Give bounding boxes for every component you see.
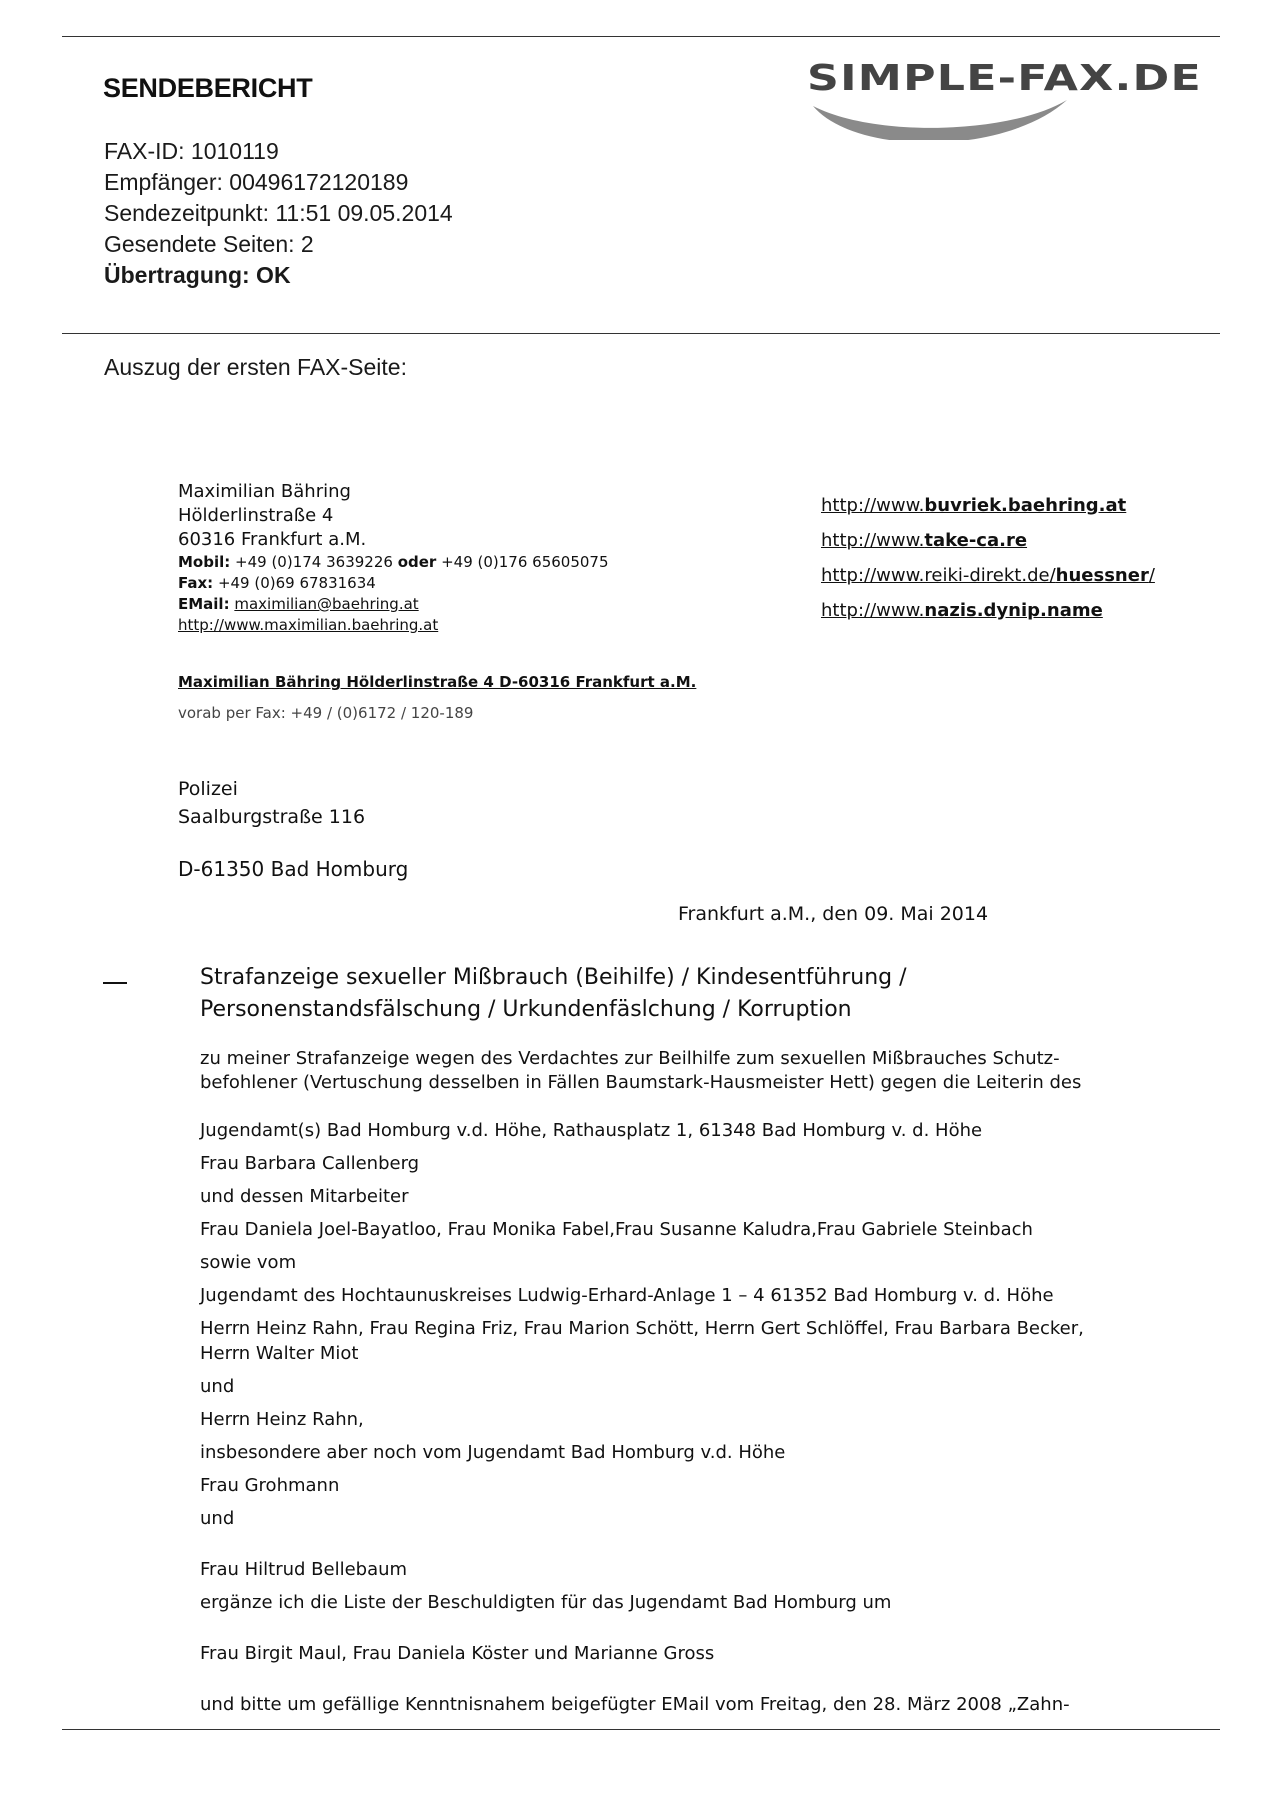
transmission-status: Übertragung: OK <box>104 262 291 288</box>
body-line: insbesondere aber noch vom Jugendamt Bad Homburg v.d. Höhe <box>200 1442 786 1463</box>
body-line: Frau Daniela Joel-Bayatloo, Frau Monika Fabel,Frau Susanne Kaludra,Frau Gabriele Steinbach <box>200 1219 1033 1240</box>
addressee-city: D-61350 Bad Homburg <box>178 857 409 881</box>
link-buvriek[interactable]: http://www.buvriek.baehring.at <box>821 495 1127 516</box>
bottom-rule <box>62 1729 1220 1730</box>
subject <box>200 962 907 1026</box>
body-line: ergänze ich die Liste der Beschuldigten für das Jugendamt Bad Homburg um <box>200 1592 892 1613</box>
vorab-fax-line: vorab per Fax: +49 / (0)6172 / 120-189 <box>178 704 474 722</box>
fax-id: FAX-ID: 1010119 <box>104 138 279 164</box>
body-line: und <box>200 1508 235 1529</box>
body-line: Frau Birgit Maul, Frau Daniela Köster und Marianne Gross <box>200 1643 715 1664</box>
logo-swoosh <box>813 100 1067 140</box>
sender-email: EMail: maximilian@baehring.at <box>178 595 419 613</box>
addressee-street: Saalburgstraße 116 <box>178 806 366 828</box>
body-line: Herrn Walter Miot <box>200 1343 359 1364</box>
email-link[interactable]: maximilian@baehring.at <box>234 595 419 613</box>
logo-text: SIMPLE-FAX.DE <box>807 58 1202 99</box>
sender-street: Hölderlinstraße 4 <box>178 505 334 526</box>
top-rule <box>62 36 1220 37</box>
body-line: zu meiner Strafanzeige wegen des Verdachtes zur Beilhilfe zum sexuellen Mißbrauches Schutz- <box>200 1048 1060 1069</box>
header-divider <box>62 333 1220 334</box>
sender-name: Maximilian Bähring <box>178 481 351 502</box>
fold-mark <box>103 982 127 984</box>
body-line: und dessen Mitarbeiter <box>200 1186 409 1207</box>
body-line: und <box>200 1376 235 1397</box>
sender-mobile: Mobil: +49 (0)174 3639226 oder +49 (0)176 65605075 <box>178 553 609 571</box>
body-line: Frau Barbara Callenberg <box>200 1153 420 1174</box>
simple-fax-logo <box>805 56 1205 140</box>
body-line: und bitte um gefällige Kenntnisnahem beigefügter EMail vom Freitag, den 28. März 2008 „Zahn- <box>200 1694 1070 1715</box>
excerpt-label: Auszug der ersten FAX-Seite: <box>104 354 407 380</box>
website-links <box>821 488 1155 628</box>
date-line: Frankfurt a.M., den 09. Mai 2014 <box>678 903 989 925</box>
subject-line-2: Personenstandsfälschung / Urkundenfäslchung / Korruption <box>200 997 852 1022</box>
body-line: Herrn Heinz Rahn, <box>200 1409 364 1430</box>
recipient-number: Empfänger: 00496172120189 <box>104 169 409 195</box>
body-line: Herrn Heinz Rahn, Frau Regina Friz, Frau Marion Schött, Herrn Gert Schlöffel, Frau Barbara Becker, <box>200 1318 1084 1339</box>
addressee-block <box>178 775 365 831</box>
report-info <box>104 136 453 291</box>
send-time: Sendezeitpunkt: 11:51 09.05.2014 <box>104 200 453 226</box>
report-title: SENDEBERICHT <box>103 73 313 103</box>
return-address: Maximilian Bähring Hölderlinstraße 4 D-60316 Frankfurt a.M. <box>178 673 697 691</box>
link-reiki-direkt[interactable]: http://www.reiki-direkt.de/huessner/ <box>821 565 1155 586</box>
body-line: Jugendamt des Hochtaunuskreises Ludwig-Erhard-Anlage 1 – 4 61352 Bad Homburg v. d. Höhe <box>200 1285 1054 1306</box>
addressee-org: Polizei <box>178 778 238 800</box>
body-line: sowie vom <box>200 1252 297 1273</box>
link-take-ca[interactable]: http://www.take-ca.re <box>821 530 1028 551</box>
body-line: Frau Grohmann <box>200 1475 340 1496</box>
pages-sent: Gesendete Seiten: 2 <box>104 231 314 257</box>
body-line: Jugendamt(s) Bad Homburg v.d. Höhe, Rathausplatz 1, 61348 Bad Homburg v. d. Höhe <box>200 1120 983 1141</box>
sender-website-link[interactable]: http://www.maximilian.baehring.at <box>178 616 439 634</box>
link-nazis-dynip[interactable]: http://www.nazis.dynip.name <box>821 600 1103 621</box>
sender-fax: Fax: +49 (0)69 67831634 <box>178 574 376 592</box>
body-line: Frau Hiltrud Bellebaum <box>200 1559 408 1580</box>
sender-block <box>178 480 609 636</box>
sender-city: 60316 Frankfurt a.M. <box>178 529 367 550</box>
body-line: befohlener (Vertuschung desselben in Fällen Baumstark-Hausmeister Hett) gegen die Leiterin des <box>200 1072 1082 1093</box>
subject-line-1: Strafanzeige sexueller Mißbrauch (Beihilfe) / Kindesentführung / <box>200 965 907 990</box>
